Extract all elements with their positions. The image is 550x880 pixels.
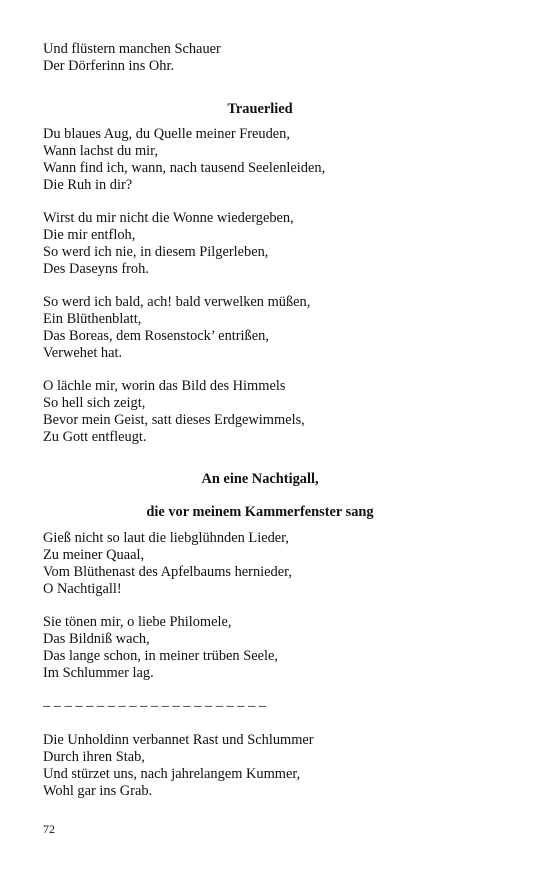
verse-line: Der Dörferinn ins Ohr.	[43, 58, 175, 74]
verse-line: So werd ich nie, in diesem Pilgerleben,	[43, 244, 269, 260]
verse-line: Im Schlummer lag.	[43, 665, 154, 681]
verse-line: Wirst du mir nicht die Wonne wiedergeben,	[43, 210, 294, 226]
verse-line: Du blaues Aug, du Quelle meiner Freuden,	[43, 126, 290, 142]
verse-line: Das lange schon, in meiner trüben Seele,	[43, 648, 278, 664]
stanza	[43, 210, 513, 278]
intro-lines	[43, 41, 513, 75]
verse-line: Vom Blüthenast des Apfelbaums hernieder,	[43, 564, 292, 580]
verse-line: Verwehet hat.	[43, 345, 123, 361]
verse-line: O lächle mir, worin das Bild des Himmels	[43, 378, 286, 394]
stanza	[43, 530, 513, 598]
verse-line: Die Unholdinn verbannet Rast und Schlummer	[43, 732, 314, 748]
stanza	[43, 126, 513, 194]
verse-line: Bevor mein Geist, satt dieses Erdgewimmels,	[43, 412, 305, 428]
verse-line: Durch ihren Stab,	[43, 749, 145, 765]
verse-line: Zu Gott entfleugt.	[43, 429, 147, 445]
stanza	[43, 294, 513, 362]
verse-line: Das Bildniß wach,	[43, 631, 150, 647]
separator-dashes: – – – – – – – – – – – – – – – – – – – – –	[43, 698, 267, 714]
poem-subtitle: die vor meinem Kammerfenster sang	[146, 504, 374, 520]
poem-title-nachtigall: An eine Nachtigall,	[201, 471, 319, 487]
stanza	[43, 614, 513, 682]
verse-line: Wann find ich, wann, nach tausend Seelenleiden,	[43, 160, 326, 176]
verse-line: O Nachtigall!	[43, 581, 122, 597]
verse-line: Des Daseyns froh.	[43, 261, 149, 277]
verse-line: Und stürzet uns, nach jahrelangem Kummer,	[43, 766, 301, 782]
verse-line: Und flüstern manchen Schauer	[43, 41, 221, 57]
page-number: 72	[43, 822, 55, 836]
verse-line: Wohl gar ins Grab.	[43, 783, 153, 799]
poem-title-trauerlied: Trauerlied	[227, 101, 293, 117]
verse-line: Die mir entfloh,	[43, 227, 136, 243]
verse-line: Das Boreas, dem Rosenstock’ entrißen,	[43, 328, 269, 344]
verse-line: Gieß nicht so laut die liebglühnden Lieder,	[43, 530, 289, 546]
verse-line: Zu meiner Quaal,	[43, 547, 145, 563]
stanza	[43, 378, 513, 446]
verse-line: So werd ich bald, ach! bald verwelken müßen,	[43, 294, 311, 310]
verse-line: Wann lachst du mir,	[43, 143, 158, 159]
verse-line: Die Ruh in dir?	[43, 177, 133, 193]
stanza	[43, 732, 513, 800]
verse-line: Ein Blüthenblatt,	[43, 311, 142, 327]
verse-line: Sie tönen mir, o liebe Philomele,	[43, 614, 232, 630]
verse-line: So hell sich zeigt,	[43, 395, 146, 411]
